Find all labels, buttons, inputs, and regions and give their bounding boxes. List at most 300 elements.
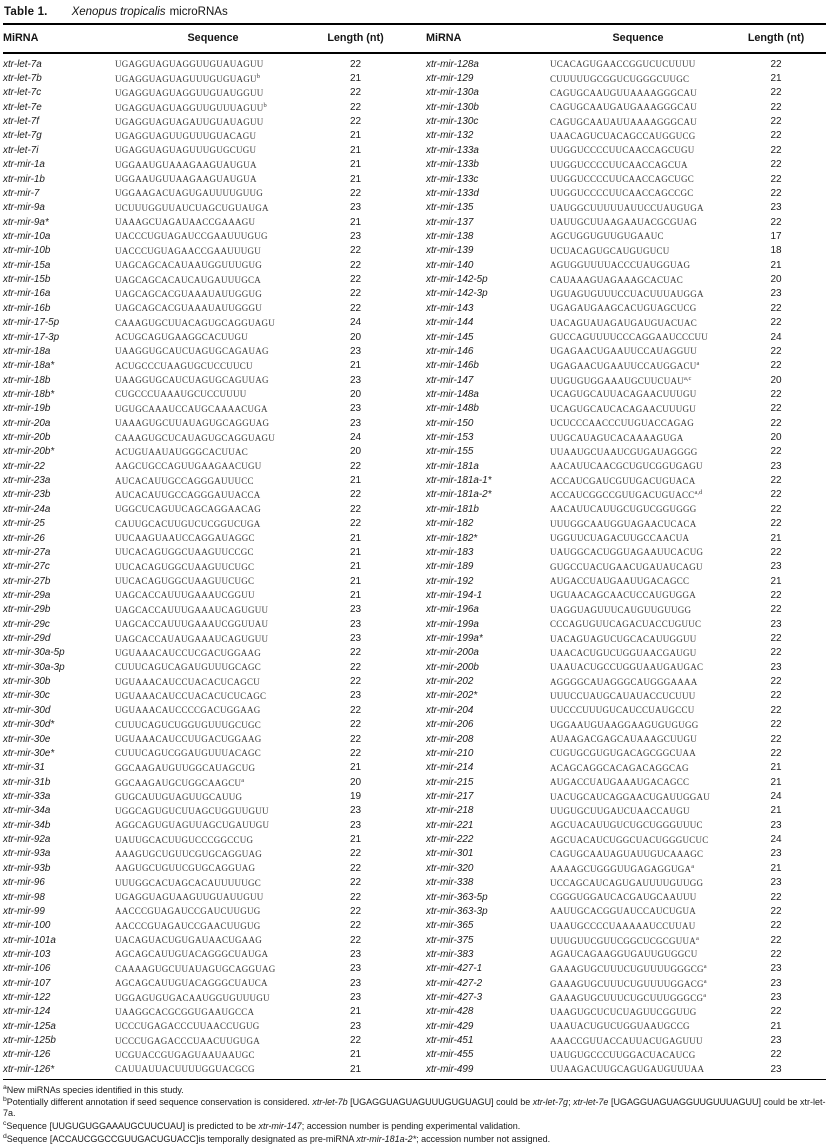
mirna-name: xtr-mir-146 [426, 345, 474, 357]
mirna-name: xtr-mir-130a [426, 87, 479, 99]
mirna-name: xtr-mir-18b [3, 374, 51, 386]
mirna-sequence: UUCCCUUUGUCAUCCUAUGCCU [550, 705, 695, 716]
mirna-length: 24 [770, 331, 782, 343]
mirna-name: xtr-mir-138 [426, 230, 474, 242]
table-row [3, 689, 400, 703]
mirna-length: 22 [349, 288, 362, 300]
mirna-sequence: UGAGGUAGUAGGUUGUUUAGUU$^b$ [115, 101, 267, 113]
mirna-length: 22 [770, 489, 782, 501]
mirna-length: 23 [770, 618, 782, 630]
mirna-sequence: UUCACAGUGGCUAAGUUCUGC [115, 561, 255, 572]
mirna-name: xtr-mir-155 [426, 446, 474, 458]
table-row [3, 545, 400, 559]
table-row [426, 732, 826, 746]
mirna-name: xtr-let-7b [3, 73, 42, 85]
table-row [3, 100, 400, 114]
table-row [426, 875, 826, 889]
mirna-length: 21 [349, 589, 362, 601]
footnotes [3, 1080, 826, 1146]
mirna-sequence: GAAAGUGCUUUCUGUUUUGGACG$^a$ [550, 977, 707, 989]
table-row [426, 201, 826, 215]
column-header-mirna-left: MiRNA [3, 32, 39, 44]
table-row [426, 947, 826, 961]
table-row [3, 646, 400, 660]
mirna-name: xtr-mir-9a [3, 202, 45, 214]
mirna-length: 24 [349, 432, 362, 444]
footnote-marker: a [696, 360, 700, 368]
mirna-sequence: UGAGGUAGUUGUUUGUACAGU [115, 130, 257, 141]
mirna-name: xtr-mir-135 [426, 202, 474, 214]
mirna-length: 22 [770, 546, 782, 558]
mirna-length: 22 [770, 747, 782, 759]
mirna-sequence: ACCAUCGGCCGUUGACUGUACC$^{a,d}$ [550, 489, 703, 501]
footnote-marker: a [241, 776, 245, 784]
mirna-length: 22 [349, 733, 362, 745]
mirna-name: xtr-mir-93b [3, 862, 51, 874]
mirna-length: 22 [770, 920, 782, 932]
mirna-name: xtr-mir-30e [3, 733, 51, 745]
mirna-length: 22 [770, 475, 782, 487]
column-header-length-right: Length (nt) [747, 32, 805, 44]
mirna-name: xtr-mir-29b [3, 604, 51, 616]
table-row [426, 186, 826, 200]
table-row [3, 560, 400, 574]
table-row [426, 1033, 826, 1047]
mirna-name: xtr-mir-15a [3, 259, 51, 271]
mirna-length: 20 [770, 274, 782, 286]
table-row [3, 445, 400, 459]
table-row [3, 229, 400, 243]
footnote-marker: c [3, 1120, 7, 1128]
mirna-length: 22 [770, 388, 782, 400]
table-row [426, 172, 826, 186]
table-row [426, 373, 826, 387]
mirna-length: 23 [770, 877, 782, 889]
mirna-name: xtr-mir-145 [426, 331, 474, 343]
table-row [426, 832, 826, 846]
mirna-length: 22 [349, 891, 362, 903]
mirna-length: 22 [770, 216, 782, 228]
table-row [426, 114, 826, 128]
mirna-length: 22 [770, 518, 782, 530]
mirna-name: xtr-mir-147 [426, 374, 474, 386]
table-row [426, 301, 826, 315]
mirna-sequence: UAAGUGCUCUCUAGUUCGGUUG [550, 1006, 697, 1017]
mirna-length: 23 [770, 963, 782, 975]
mirna-length: 22 [770, 101, 782, 113]
mirna-name: xtr-mir-133a [426, 144, 479, 156]
table-row [426, 588, 826, 602]
title-rest: microRNAs [169, 6, 228, 18]
mirna-sequence: UAUUGCACUUGUCCCGGCCUG [115, 834, 254, 845]
table-row [426, 272, 826, 286]
mirna-name: xtr-mir-204 [426, 704, 474, 716]
mirna-name: xtr-mir-383 [426, 948, 474, 960]
mirna-length: 22 [770, 144, 782, 156]
mirna-length: 20 [349, 446, 362, 458]
footnote-marker: a,d [694, 489, 703, 497]
mirna-length: 21 [770, 575, 782, 587]
mirna-length: 21 [349, 834, 362, 846]
mirna-sequence: AGGCAGUGUAGUUAGCUGAUUGU [115, 820, 270, 831]
table-row [3, 718, 400, 732]
mirna-sequence: AACAUUCAACGCUGUCGGUGAGU [550, 461, 703, 472]
table-row [426, 143, 826, 157]
table-row [3, 402, 400, 416]
footnote-marker: a [703, 992, 707, 1000]
mirna-sequence: UUUGUUCGUUCGGCUCGCGUUA$^a$ [550, 934, 699, 946]
mirna-name: xtr-mir-133b [426, 159, 479, 171]
mirna-sequence: AAUUGCACGGUAUCCAUCUGUA [550, 906, 697, 917]
mirna-length: 22 [770, 173, 782, 185]
table-row [3, 574, 400, 588]
mirna-sequence: UGUAGUGUUUCCUACUUUAUGGA [550, 288, 704, 299]
mirna-sequence: UGGAAUGUUAAGAAGUAUGUA [115, 174, 257, 185]
table-row [3, 588, 400, 602]
mirna-length: 21 [770, 805, 782, 817]
table-row [3, 71, 400, 85]
mirna-length: 21 [349, 173, 362, 185]
table-row [426, 531, 826, 545]
mirna-length: 22 [770, 130, 782, 142]
mirna-sequence: CUUUCAGUCUGGUGUUUGCUGC [115, 719, 262, 730]
mirna-sequence: UACUGCAUCAGGAACUGAUUGGAU [550, 791, 711, 802]
mirna-name: xtr-mir-146b [426, 360, 479, 372]
mirna-sequence: CAUAAAGUAGAAAGCACUAC [550, 274, 684, 285]
mirna-name: xtr-mir-34b [3, 819, 51, 831]
mirna-sequence: AGCAGCAUUGUACAGGGCUAUGA [115, 949, 269, 960]
mirna-length: 22 [349, 101, 362, 113]
column-headers [3, 25, 826, 52]
footnote-marker: b [3, 1096, 7, 1104]
table-row [3, 473, 400, 487]
mirna-name: xtr-mir-124 [3, 1006, 51, 1018]
table-row [426, 517, 826, 531]
mirna-sequence: UCACAGUGAACCGGUCUCUUUU [550, 59, 696, 70]
mirna-sequence: CCCAGUGUUCAGACUACCUGUUC [550, 619, 702, 630]
mirna-length: 22 [770, 1006, 782, 1018]
mirna-sequence: AGCUGGUGUUGUGAAUC [550, 231, 664, 242]
mirna-name: xtr-mir-429 [426, 1020, 474, 1032]
mirna-name: xtr-mir-100 [3, 920, 51, 932]
mirna-sequence: UAAGGCACGCGGUGAAUGCCA [115, 1006, 255, 1017]
mirna-length: 22 [349, 503, 362, 515]
mirna-sequence: AACCCGUAGAUCCGAUCUUGUG [115, 906, 261, 917]
mirna-length: 21 [770, 1020, 782, 1032]
mirna-sequence: UCCCUGAGACCCUAACUUGUGA [115, 1035, 261, 1046]
mirna-length: 22 [770, 87, 782, 99]
mirna-length: 17 [770, 230, 782, 242]
table-row [426, 287, 826, 301]
table-row [426, 746, 826, 760]
mirna-sequence: CAAAAGUGCUUAUAGUGCAGGUAG [115, 963, 276, 974]
mirna-name: xtr-mir-142-3p [426, 288, 488, 300]
mirna-length: 21 [349, 360, 362, 372]
mirna-name: xtr-mir-128a [426, 58, 479, 70]
mirna-length: 22 [770, 159, 782, 171]
mirna-name: xtr-mir-9a* [3, 216, 49, 228]
mirna-name: xtr-mir-143 [426, 302, 474, 314]
mirna-name: xtr-mir-181a-1* [426, 475, 492, 487]
mirna-name: xtr-mir-16a [3, 288, 51, 300]
mirna-sequence: UCUUUGGUUAUCUAGCUGUAUGA [115, 202, 269, 213]
table-row [426, 890, 826, 904]
table-row [3, 359, 400, 373]
table-row [426, 57, 826, 71]
mirna-name: xtr-mir-23a [3, 475, 51, 487]
mirna-name: xtr-let-7c [3, 87, 42, 99]
footnote-text: xtr-let-7e [573, 1097, 609, 1108]
table-number: Table 1. [4, 6, 48, 18]
mirna-length: 22 [349, 905, 362, 917]
mirna-length: 23 [770, 819, 782, 831]
table-row [3, 344, 400, 358]
mirna-length: 22 [349, 647, 362, 659]
species-name: Xenopus tropicalis [71, 6, 166, 18]
mirna-sequence: UACAGUAGUCUGCACAUUGGUU [550, 633, 697, 644]
mirna-sequence: UGAGGUAGUAGGUUGUAUAGUU [115, 59, 264, 70]
mirna-sequence: AGUGGUUUUACCCUAUGGUAG [550, 260, 691, 271]
footnote-text: Sequence [UUGUGUGGAAAUGCUUCUAU] is predicted to be [6, 1121, 259, 1132]
table-row [426, 804, 826, 818]
mirna-length: 19 [349, 791, 362, 802]
mirna-name: xtr-mir-130c [426, 116, 479, 128]
mirna-sequence: UGGAGUGUGACAAUGGUGUUUGU [115, 992, 270, 1003]
table-row [3, 933, 400, 947]
mirna-length: 23 [770, 1035, 782, 1047]
table-row [3, 1062, 400, 1076]
mirna-sequence: UGGAAUGUAAGGAAGUGUGUGG [550, 719, 699, 730]
table-row [426, 1005, 826, 1019]
table-row [3, 919, 400, 933]
table-row [426, 459, 826, 473]
mirna-name: xtr-mir-126* [3, 1063, 55, 1075]
mirna-name: xtr-mir-375 [426, 934, 474, 946]
mirna-length: 21 [770, 776, 782, 788]
mirna-name: xtr-let-7a [3, 58, 42, 70]
mirna-sequence: AUAAGACGAGCAUAAAGCUUGU [550, 734, 697, 745]
mirna-length: 22 [349, 259, 362, 271]
mirna-length: 22 [349, 704, 362, 716]
mirna-length: 24 [770, 834, 782, 846]
mirna-name: xtr-mir-194-1 [426, 589, 483, 601]
mirna-name: xtr-mir-23b [3, 489, 51, 501]
table-row [3, 775, 400, 789]
mirna-sequence: UUGUGUGGAAAUGCUUCUAU$^{a,c}$ [550, 374, 692, 386]
table-row [426, 976, 826, 990]
mirna-length: 22 [770, 690, 782, 702]
footnote-marker: a [703, 977, 707, 985]
mirna-sequence: UGAGGUAGUAAGUUGUAUUGUU [115, 892, 264, 903]
mirna-sequence: UAUUGCUUAAGAAUACGCGUAG [550, 217, 697, 228]
mirna-name: xtr-mir-20a [3, 417, 51, 429]
mirna-length: 22 [349, 187, 362, 199]
mirna-sequence: UAAGGUGCAUCUAGUGCAGAUAG [115, 346, 269, 357]
mirna-length: 22 [349, 719, 362, 731]
mirna-sequence: UGGCUCAGUUCAGCAGGAACAG [115, 504, 262, 515]
footnote-marker: a [703, 963, 707, 971]
mirna-sequence: GAAAGUGCUUUCUGUUUUGGGCG$^a$ [550, 963, 707, 975]
mirna-length: 22 [349, 87, 362, 99]
mirna-length: 23 [349, 604, 362, 616]
mirna-sequence: AUGACCUAUGAAUUGACAGCC [550, 576, 690, 587]
table-row [426, 560, 826, 574]
mirna-sequence: UUUGGCACUAGCACAUUUUUGC [115, 877, 262, 888]
mirna-sequence: UUGGUCCCCUUCAACCAGCUGC [550, 174, 695, 185]
mirna-name: xtr-mir-92a [3, 834, 51, 846]
mirna-sequence: UAGCAGCACAUAAUGGUUUGUG [115, 260, 262, 271]
mirna-name: xtr-mir-181a-2* [426, 489, 492, 501]
mirna-name: xtr-mir-122 [3, 992, 51, 1004]
mirna-sequence: UGUGCAAAUCCAUGCAAAACUGA [115, 403, 268, 414]
table-row [3, 315, 400, 329]
mirna-length: 21 [349, 475, 362, 487]
mirna-length: 23 [349, 819, 362, 831]
mirna-length: 23 [349, 417, 362, 429]
mirna-name: xtr-mir-218 [426, 805, 474, 817]
mirna-name: xtr-mir-129 [426, 73, 474, 85]
mirna-length: 21 [349, 144, 362, 156]
mirna-length: 23 [770, 288, 782, 300]
mirna-length: 23 [349, 948, 362, 960]
mirna-length: 23 [770, 992, 782, 1004]
mirna-name: xtr-mir-133d [426, 187, 479, 199]
footnote-text: xtr-let-7b [312, 1097, 348, 1108]
mirna-length: 22 [349, 676, 362, 688]
mirna-name: xtr-mir-320 [426, 862, 474, 874]
mirna-name: xtr-mir-153 [426, 432, 474, 444]
table-row [426, 1048, 826, 1062]
mirna-name: xtr-mir-30c [3, 690, 50, 702]
mirna-sequence: CAAAGUGCUCAUAGUGCAGGUAGU [115, 432, 276, 443]
mirna-name: xtr-let-7e [3, 101, 42, 113]
mirna-length: 23 [349, 690, 362, 702]
mirna-sequence: UAGCACCAUAUGAAAUCAGUGUU [115, 633, 269, 644]
table-row [3, 459, 400, 473]
mirna-length: 22 [770, 891, 782, 903]
mirna-name: xtr-mir-31 [3, 762, 45, 774]
mirna-name: xtr-mir-17-5p [3, 317, 60, 329]
mirna-name: xtr-mir-101a [3, 934, 56, 946]
mirna-name: xtr-mir-208 [426, 733, 474, 745]
footnote-text: xtr-mir-181a-2* [356, 1134, 417, 1145]
mirna-sequence: AAGCUGCCAGUUGAAGAACUGU [115, 461, 262, 472]
mirna-length: 22 [770, 116, 782, 128]
mirna-name: xtr-mir-30d [3, 704, 51, 716]
mirna-name: xtr-mir-25 [3, 518, 45, 530]
mirna-name: xtr-mir-199a [426, 618, 479, 630]
table-row [3, 674, 400, 688]
mirna-name: xtr-mir-428 [426, 1006, 474, 1018]
mirna-name: xtr-mir-139 [426, 245, 474, 257]
mirna-sequence: UAGCACCAUUUGAAAUCGGUUAU [115, 619, 269, 630]
mirna-name: xtr-mir-98 [3, 891, 45, 903]
table-row [426, 488, 826, 502]
mirna-length: 23 [349, 345, 362, 357]
mirna-sequence: UCAGUGCAUCACAGAACUUUGU [550, 403, 697, 414]
table-row [426, 330, 826, 344]
mirna-sequence: AACAUUCAUUGCUGUCGGUGGG [550, 504, 697, 515]
mirna-name: xtr-mir-427-2 [426, 977, 483, 989]
mirna-length: 22 [770, 1049, 782, 1061]
table-row [3, 617, 400, 631]
mirna-sequence: CUUUCAGUCAGAUGUUUGCAGC [115, 662, 262, 673]
footnote-text: New miRNAs species identified in this study. [6, 1084, 184, 1095]
footnote-marker: d [3, 1133, 7, 1141]
mirna-length: 22 [349, 661, 362, 673]
mirna-sequence: UGUAAACAUCCCCGACUGGAAG [115, 705, 261, 716]
table-row [3, 818, 400, 832]
mirna-sequence: UUGGUCCCCUUCAACCAGCCGC [550, 188, 694, 199]
table-row [426, 789, 826, 803]
table-row [426, 387, 826, 401]
mirna-name: xtr-mir-148a [426, 388, 479, 400]
mirna-name: xtr-mir-451 [426, 1035, 474, 1047]
mirna-sequence: UAGCACCAUUUGAAAUCAGUGUU [115, 604, 269, 615]
mirna-length: 23 [349, 1020, 362, 1032]
mirna-name: xtr-mir-181a [426, 460, 479, 472]
mirna-name: xtr-mir-125a [3, 1020, 56, 1032]
right-header-group [426, 32, 826, 44]
mirna-name: xtr-mir-202* [426, 690, 478, 702]
table-row [3, 502, 400, 516]
mirna-sequence: AAAAGCUGGGUUGAGAGGUGA$^a$ [550, 862, 695, 874]
table-body [3, 54, 826, 1079]
mirna-sequence: UGAGGUAGUAGGUUGUAUGGUU [115, 87, 264, 98]
table-row [3, 746, 400, 760]
mirna-length: 22 [349, 848, 362, 860]
mirna-length: 21 [770, 259, 782, 271]
mirna-name: xtr-mir-93a [3, 848, 51, 860]
left-column-rows [3, 57, 400, 1077]
mirna-length: 23 [349, 202, 362, 214]
right-column-rows [426, 57, 826, 1077]
table-row [3, 890, 400, 904]
table-row [426, 990, 826, 1004]
mirna-sequence: UUCACAGUGGCUAAGUUCUGC [115, 576, 255, 587]
mirna-sequence: CAGUGCAAUGUUAAAAGGGCAU [550, 87, 697, 98]
mirna-sequence: UUAAUGCUAAUCGUGAUAGGGG [550, 446, 698, 457]
table-row [3, 1033, 400, 1047]
table-row [426, 818, 826, 832]
mirna-length: 22 [770, 360, 782, 372]
mirna-name: xtr-mir-338 [426, 877, 474, 889]
mirna-sequence: CAAAGUGCUUACAGUGCAGGUAGU [115, 317, 276, 328]
mirna-name: xtr-mir-222 [426, 834, 474, 846]
mirna-name: xtr-let-7f [3, 116, 40, 128]
mirna-length: 22 [770, 317, 782, 329]
table-row [426, 703, 826, 717]
mirna-sequence: UUGUGCUUGAUCUAACCAUGU [550, 805, 690, 816]
mirna-length: 22 [770, 905, 782, 917]
footnote [3, 1119, 826, 1132]
mirna-length: 23 [770, 460, 782, 472]
mirna-sequence: UUGGUCCCCUUCAACCAGCUA [550, 159, 688, 170]
mirna-length: 22 [349, 1035, 362, 1047]
mirna-length: 24 [770, 791, 782, 802]
mirna-sequence: UCGUACCGUGAGUAAUAAUGC [115, 1049, 255, 1060]
footnote-text: xtr-mir-147 [258, 1121, 302, 1132]
footnote-text: ; accession number not assigned. [416, 1134, 551, 1145]
mirna-sequence: UCAGUGCAUUACAGAACUUUGU [550, 389, 697, 400]
table-row [426, 215, 826, 229]
mirna-length: 21 [349, 130, 362, 142]
table-row [426, 718, 826, 732]
mirna-sequence: UUUGGCAAUGGUAGAACUCACA [550, 518, 697, 529]
mirna-length: 22 [349, 862, 362, 874]
mirna-name: xtr-mir-20b* [3, 446, 55, 458]
footnote-text: Sequence [ACCAUCGGCCGUUGACUGUACC]is temporally designated as pre-miRNA [6, 1134, 357, 1145]
